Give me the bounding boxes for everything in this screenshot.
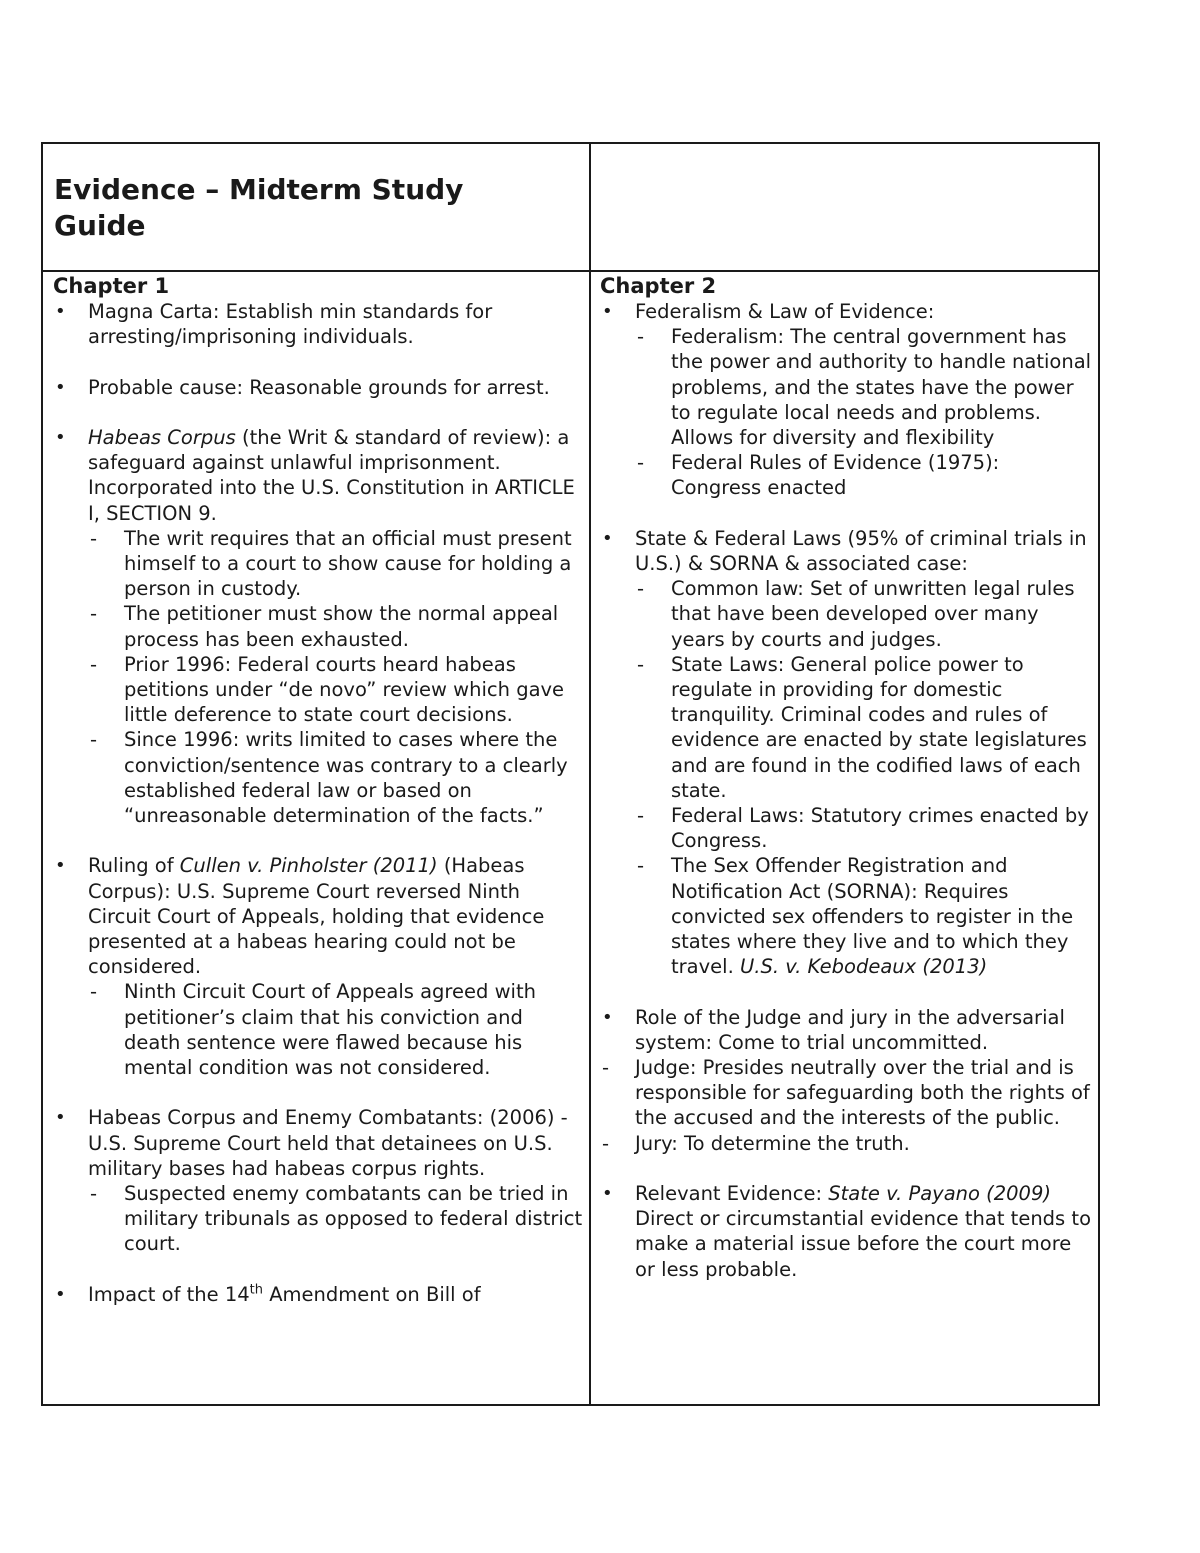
list-item xyxy=(53,1105,583,1256)
sub-item: - Jury: To determine the truth. xyxy=(600,1131,1095,1156)
chapter-2-list xyxy=(600,299,1095,1055)
relevant-text: Direct or circumstantial evidence that tends to make a material issue before the court more or less probable. xyxy=(635,1207,1091,1281)
federalism-sublist xyxy=(635,324,1095,500)
habeas-corpus-term: Habeas Corpus xyxy=(88,425,236,449)
sub-item: - Common law: Set of unwritten legal rules that have been developed over many years by courts and judges. xyxy=(635,576,1095,652)
enemy-combatants-text: Habeas Corpus and Enemy Combatants: (2006) - U.S. Supreme Court held that detainees on U.S. military bases had habeas corpus rights. xyxy=(88,1106,568,1180)
chapter-2-heading: Chapter 2 xyxy=(600,274,717,298)
list-item xyxy=(53,425,583,828)
sub-item: - Judge: Presides neutrally over the trial and is responsible for safeguarding both the rights of the accused and the interests of the public. xyxy=(600,1055,1095,1131)
cullen-case: Cullen v. Pinholster (2011) xyxy=(179,854,438,878)
magna-carta-text: Magna Carta: Establish min standards for arresting/imprisoning individuals. xyxy=(88,300,493,349)
list-item xyxy=(53,853,583,1080)
sub-item: - Federalism: The central government has the power and authority to handle national problems, and the states have the power to regulate local needs and problems. Allows for diversity and flexibility xyxy=(635,324,1095,450)
impact-sup: th xyxy=(249,1282,263,1298)
column-divider xyxy=(589,144,591,1404)
state-federal-text: State & Federal Laws (95% of criminal trials in U.S.) & SORNA & associated case: xyxy=(635,526,1087,576)
sub-item: - State Laws: General police power to regulate in providing for domestic tranquility. Criminal codes and rules of evidence are enacted by state legislatures and are found in the codified laws of each state. xyxy=(635,652,1095,803)
sub-item: - The petitioner must show the normal appeal process has been exhausted. xyxy=(88,601,583,651)
list-item xyxy=(53,299,583,349)
role-text: Role of the Judge and jury in the adversarial system: Come to trial uncommitted. xyxy=(635,1005,1065,1054)
sub-item: - Federal Rules of Evidence (1975): Congress enacted xyxy=(635,450,1095,500)
page-title: Evidence – Midterm Study Guide xyxy=(54,173,464,242)
habeas-corpus-text: (the Writ & standard of review): a safeguard against unlawful imprisonment. Incorporated into the U.S. Constitution in ARTICLE I, SECTION 9. xyxy=(88,425,575,525)
enemy-sublist xyxy=(88,1181,583,1257)
sub-item xyxy=(635,853,1095,979)
chapter-1-list xyxy=(53,299,583,1307)
chapter-2-list-continued xyxy=(600,1181,1095,1282)
role-sublist xyxy=(600,1055,1095,1156)
federalism-text: Federalism & Law of Evidence: xyxy=(635,300,935,323)
table-header-row xyxy=(43,144,1098,272)
sub-item: - Federal Laws: Statutory crimes enacted by Congress. xyxy=(635,803,1095,853)
impact-pre: Impact of the 14 xyxy=(88,1282,250,1306)
study-guide-table xyxy=(41,142,1100,1406)
list-item xyxy=(53,375,583,400)
relevant-case: State v. Payano (2009) xyxy=(828,1182,1051,1206)
sorna-case: U.S. v. Kebodeaux (2013) xyxy=(739,955,988,979)
cullen-text: (Habeas Corpus): U.S. Supreme Court reversed Ninth Circuit Court of Appeals, holding that evidence presented at a habeas hearing could not be considered. xyxy=(88,854,545,979)
cullen-pre: Ruling of xyxy=(88,854,180,878)
chapter-1-heading: Chapter 1 xyxy=(53,274,170,298)
list-item xyxy=(600,299,1095,501)
probable-cause-text: Probable cause: Reasonable grounds for arrest. xyxy=(88,375,550,399)
relevant-pre: Relevant Evidence: xyxy=(635,1182,829,1206)
list-item xyxy=(600,1005,1095,1055)
sub-item: - Suspected enemy combatants can be tried in military tribunals as opposed to federal district court. xyxy=(88,1181,583,1257)
habeas-sublist xyxy=(88,526,583,828)
cullen-sublist xyxy=(88,979,583,1080)
list-item xyxy=(600,1181,1095,1282)
chapter-2-column xyxy=(600,274,1095,1404)
impact-post: Amendment on Bill of xyxy=(263,1282,481,1306)
sub-item: - Prior 1996: Federal courts heard habeas petitions under “de novo” review which gave little deference to state court decisions. xyxy=(88,652,583,728)
sub-item: - The writ requires that an official must present himself to a court to show cause for holding a person in custody. xyxy=(88,526,583,602)
chapter-1-column xyxy=(53,274,583,1404)
sorna-text: The Sex Offender Registration and Notification Act (SORNA): Requires convicted sex offenders to register in the states where they live and to which they travel. xyxy=(671,854,1074,979)
list-item xyxy=(600,526,1095,980)
state-federal-sublist xyxy=(635,576,1095,979)
list-item xyxy=(53,1282,583,1307)
sub-item: - Since 1996: writs limited to cases where the conviction/sentence was contrary to a clearly established federal law or based on “unreasonable determination of the facts.” xyxy=(88,727,583,828)
sub-item: - Ninth Circuit Court of Appeals agreed with petitioner’s claim that his conviction and death sentence were flawed because his mental condition was not considered. xyxy=(88,979,583,1080)
